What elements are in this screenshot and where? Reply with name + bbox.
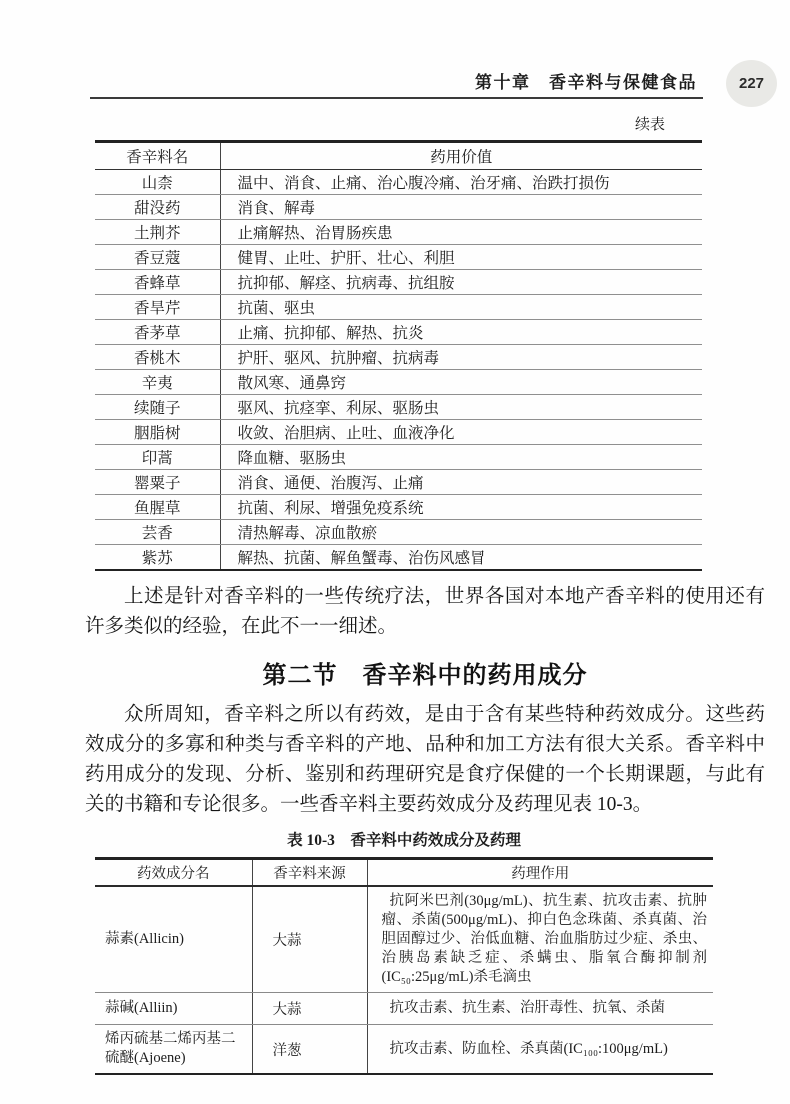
table-row: [95, 886, 713, 993]
page-body: [0, 115, 790, 1075]
medicinal-value-cell: 抗抑郁、解痉、抗病毒、抗组胺: [220, 270, 702, 295]
table-row: [95, 420, 702, 445]
spice-name-cell: 罂粟子: [95, 470, 220, 495]
table2-caption: 表 10-3 香辛料中药效成分及药理: [287, 831, 521, 849]
spice-name-cell: 芸香: [95, 520, 220, 545]
component-name-cell: 蒜素(Allicin): [95, 886, 252, 993]
medicinal-value-cell: 温中、消食、止痛、治心腹冷痛、治牙痛、治跌打损伤: [220, 170, 702, 195]
medicinal-value-cell: 抗菌、利尿、增强免疫系统: [220, 495, 702, 520]
table2-header-component-name: 药效成分名: [95, 858, 252, 886]
medicinal-value-cell: 清热解毒、凉血散瘀: [220, 520, 702, 545]
medicinal-value-cell: 散风寒、通鼻窍: [220, 370, 702, 395]
table-row: [95, 495, 702, 520]
spice-name-cell: 鱼腥草: [95, 495, 220, 520]
medicinal-value-cell: 消食、解毒: [220, 195, 702, 220]
medicinal-value-cell: 驱风、抗痉挛、利尿、驱肠虫: [220, 395, 702, 420]
table-row: [95, 395, 702, 420]
medicinal-value-cell: 消食、通便、治腹泻、止痛: [220, 470, 702, 495]
spice-source-cell: 大蒜: [252, 886, 367, 993]
spice-name-cell: 胭脂树: [95, 420, 220, 445]
table-row: [95, 270, 702, 295]
page-number: 227: [738, 75, 765, 92]
spice-name-cell: 土荆芥: [95, 220, 220, 245]
table-row: [95, 195, 702, 220]
table-header-row: [95, 142, 702, 170]
table-row: [95, 370, 702, 395]
section-heading: 第二节 香辛料中的药用成分: [262, 662, 588, 689]
paragraph-traditional-therapies: 上述是针对香辛料的一些传统疗法，世界各国对本地产香辛料的使用还有许多类似的经验，在此不一一细述。: [85, 585, 765, 637]
spice-name-cell: 山柰: [95, 170, 220, 195]
table1-header-medicinal-value: 药用价值: [220, 142, 702, 170]
medicinal-value-cell: 收敛、治胆病、止吐、血液净化: [220, 420, 702, 445]
pharmacology-cell: 抗阿米巴剂(30μg/mL)、抗生素、抗攻击素、抗肿瘤、杀菌(500μg/mL)、抑白色念珠菌、杀真菌、治胆固醇过少、治低血糖、治血脂肪过少症、杀虫、治胰岛素缺乏症、杀螨虫、脂氧合酶抑制剂(IC₅₀:25μg/mL)杀毛滴虫: [367, 886, 713, 993]
spice-name-cell: 香蜂草: [95, 270, 220, 295]
component-name-cell: 蒜碱(Alliin): [95, 993, 252, 1025]
spice-name-cell: 印蒿: [95, 445, 220, 470]
spice-name-cell: 续随子: [95, 395, 220, 420]
page-number-badge: [726, 60, 777, 107]
header-rule: [90, 97, 703, 99]
table-row: [95, 220, 702, 245]
medicinal-value-cell: 护肝、驱风、抗肿瘤、抗病毒: [220, 345, 702, 370]
spice-name-cell: 香豆蔻: [95, 245, 220, 270]
table-row: [95, 470, 702, 495]
spice-name-cell: 甜没药: [95, 195, 220, 220]
paragraph-medicinal-components: 众所周知，香辛料之所以有药效，是由于含有某些特种药效成分。这些药效成分的多寡和种类与香辛料的产地、品种和加工方法有很大关系。香辛料中药用成分的发现、分析、鉴别和药理研究是食疗保健的一个长期课题，与此有关的书籍和专论很多。一些香辛料主要药效成分及药理见表 10-3。: [85, 703, 765, 815]
spice-name-cell: 香旱芹: [95, 295, 220, 320]
table-row: [95, 295, 702, 320]
spice-medicinal-value-table: [95, 140, 702, 571]
medicinal-value-cell: 健胃、止吐、护肝、壮心、利胆: [220, 245, 702, 270]
pharmacology-cell: 抗攻击素、抗生素、治肝毒性、抗氧、杀菌: [367, 993, 713, 1025]
table2-header-spice-source: 香辛料来源: [252, 858, 367, 886]
active-components-table: [95, 857, 713, 1076]
spice-name-cell: 香桃木: [95, 345, 220, 370]
table-row: [95, 320, 702, 345]
medicinal-value-cell: 抗菌、驱虫: [220, 295, 702, 320]
spice-name-cell: 紫苏: [95, 545, 220, 570]
table-row: [95, 1025, 713, 1075]
table-row: [95, 345, 702, 370]
running-head-chapter-title: 第十章 香辛料与保健食品: [475, 73, 697, 92]
medicinal-value-cell: 降血糖、驱肠虫: [220, 445, 702, 470]
table-row: [95, 170, 702, 195]
medicinal-value-cell: 解热、抗菌、解鱼蟹毒、治伤风感冒: [237, 549, 486, 567]
spice-source-cell: 大蒜: [252, 993, 367, 1025]
spice-name-cell: 香茅草: [95, 320, 220, 345]
spice-name-cell: 辛夷: [95, 370, 220, 395]
table-row: [95, 520, 702, 545]
table-row: [95, 993, 713, 1025]
table-row: [95, 545, 702, 570]
medicinal-value-cell: 止痛解热、治胃肠疾患: [220, 220, 702, 245]
table-header-row: [95, 858, 713, 886]
table-row: [95, 445, 702, 470]
table2-header-pharmacology: 药理作用: [367, 858, 713, 886]
component-name-cell: 烯丙硫基二烯丙基二硫醚(Ajoene): [95, 1025, 252, 1075]
spice-source-cell: 洋葱: [252, 1025, 367, 1075]
continued-table-label: 续表: [634, 117, 665, 133]
pharmacology-cell: 抗攻击素、防血栓、杀真菌(IC₁₀₀:100μg/mL): [389, 1040, 668, 1057]
medicinal-value-cell: 止痛、抗抑郁、解热、抗炎: [220, 320, 702, 345]
table1-header-spice-name: 香辛料名: [95, 142, 220, 170]
table-row: [95, 245, 702, 270]
